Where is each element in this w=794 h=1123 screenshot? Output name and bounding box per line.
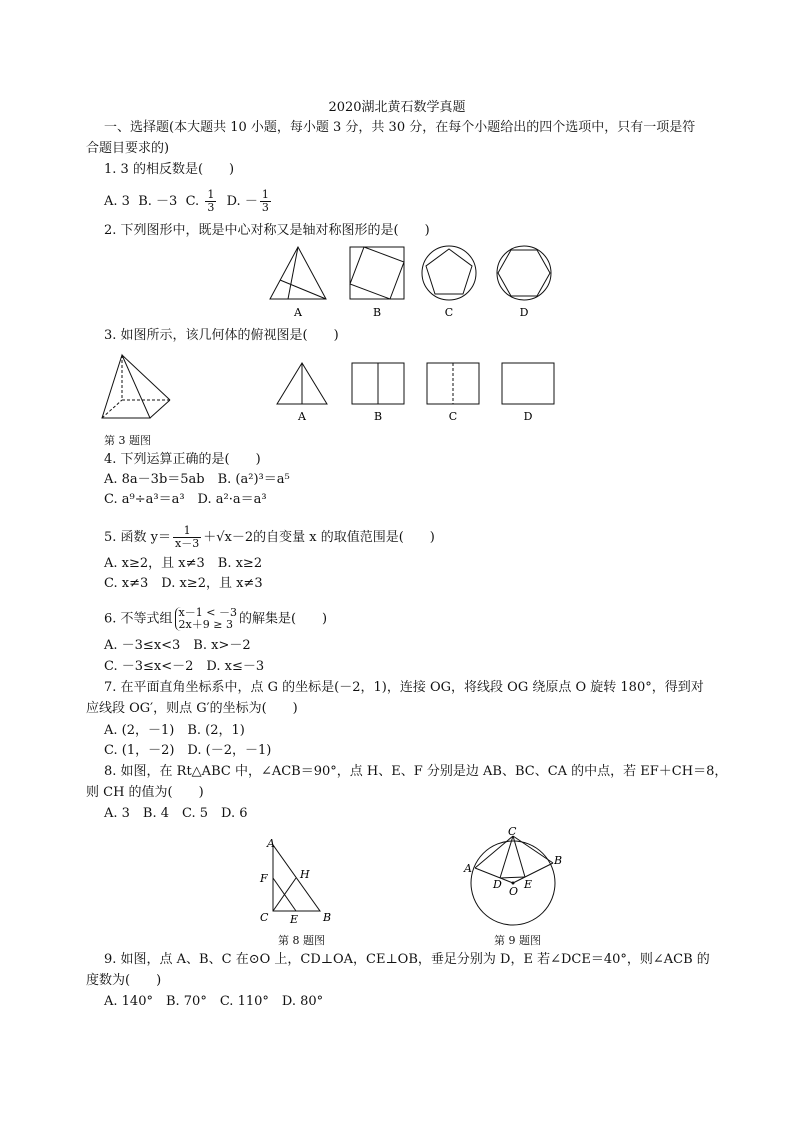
q1-fraction-d: $\frac{1}{3}$ [261, 188, 269, 214]
q9-options: A. 140° B. 70° C. 110° D. 80° [104, 994, 324, 1009]
q2-label-b: B [372, 306, 382, 319]
q8-point-f: F [260, 872, 268, 885]
q8-triangle-figure [256, 835, 346, 930]
q6-prefix: 6. 不等式组 [104, 611, 173, 627]
q3-label-d: D [523, 410, 533, 423]
q1-opt-a: A. 3 [104, 194, 130, 209]
q2-figure-d [497, 246, 551, 300]
q8-stem-2: 则 CH 的值为( ) [86, 785, 204, 800]
q2-label-c: C [444, 306, 454, 319]
q8-point-c: C [260, 911, 269, 924]
q9-stem-2: 度数为( ) [86, 973, 162, 988]
q9-point-a: A [464, 862, 472, 875]
q8-point-a: A [267, 837, 275, 850]
q9-stem-1: 9. 如图，点 A、B、C 在⊙O 上，CD⊥OA，CE⊥OB，垂足分别为 D，E 若∠DCE＝40°，则∠ACB 的 [104, 952, 710, 967]
q8-point-b: B [323, 911, 332, 924]
q2-label-d: D [519, 306, 529, 319]
q6-stem [104, 607, 327, 631]
q3-label-a: A [298, 410, 306, 423]
q2-figure-c [422, 246, 476, 300]
q5-options-2: C. x≠3 D. x≥2，且 x≠3 [104, 576, 263, 591]
page-title: 2020湖北黄石数学真题 [328, 100, 466, 115]
q9-point-b: B [554, 854, 563, 867]
q2-figures [260, 244, 560, 324]
q7-stem-2: 应线段 OG′，则点 G′的坐标为( ) [86, 701, 298, 716]
q1-fraction-c: $\frac{1}{3}$ [207, 188, 215, 214]
q6-options-2: C. －3≤x<－2 D. x≤－3 [104, 659, 265, 674]
q9-point-o: O [509, 885, 519, 898]
q2-stem: 2. 下列图形中，既是中心对称又是轴对称图形的是( ) [104, 223, 430, 238]
q1-opt-d: D. － [226, 194, 258, 209]
q4-options-1: A. 8a－3b＝5ab B. (a²)³＝a⁵ [104, 472, 290, 487]
q7-options-2: C. (1，－2) D. (－2，－1) [104, 743, 272, 758]
section-heading: 一、选择题(本大题共 10 小题，每小题 3 分，共 30 分，在每个小题给出的四个选项中，只有一项是符 [104, 120, 696, 135]
q6-options-1: A. －3≤x<3 B. x>－2 [104, 638, 251, 653]
q5-prefix: 5. 函数 y＝ [104, 530, 172, 545]
q8-options: A. 3 B. 4 C. 5 D. 6 [104, 806, 248, 821]
q4-stem: 4. 下列运算正确的是( ) [104, 452, 261, 467]
q8-point-e: E [290, 913, 299, 926]
q3-label-b: B [373, 410, 383, 423]
q9-point-d: D [493, 878, 502, 891]
q3-options [272, 360, 562, 424]
q6-inequality-system: x－1 < －3 2x＋9 ≥ 3 [175, 607, 237, 631]
q5-options-1: A. x≥2，且 x≠3 B. x≥2 [104, 556, 263, 571]
section-heading-cont: 合题目要求的) [86, 141, 170, 156]
q3-caption: 第 3 题图 [104, 434, 151, 447]
q8-point-h: H [300, 868, 310, 881]
q9-caption: 第 9 题图 [494, 934, 541, 947]
q1-opt-c: C. [185, 194, 200, 209]
q6-suffix: 的解集是( ) [238, 611, 328, 627]
q9-point-e: E [524, 878, 533, 891]
q1-stem: 1. 3 的相反数是( ) [104, 162, 235, 177]
q5-stem [104, 525, 435, 550]
q5-suffix: 的自变量 x 的取值范围是( ) [253, 530, 435, 545]
q3-solid-figure [98, 352, 178, 424]
q8-stem-1: 8. 如图，在 Rt△ABC 中，∠ACB＝90°，点 H、E、F 分别是边 AB、BC、CA 的中点，若 EF＋CH＝8， [104, 764, 728, 779]
q8-caption: 第 8 题图 [278, 934, 325, 947]
q3-label-c: C [448, 410, 458, 423]
q1-options [104, 189, 273, 214]
q4-options-2: C. a⁹÷a³＝a³ D. a²·a＝a³ [104, 492, 267, 507]
q1-opt-b: B. －3 [138, 194, 178, 209]
q9-circle-figure [460, 826, 570, 928]
q7-stem-1: 7. 在平面直角坐标系中，点 G 的坐标是(－2，1)，连接 OG，将线段 OG 绕原点 O 旋转 180°，得到对 [104, 680, 704, 695]
q9-point-c: C [508, 825, 517, 838]
q5-fraction: $\frac{1}{x-3}$ [175, 524, 200, 550]
q5-sqrt: ＋√x－2 [203, 530, 254, 545]
q3-stem: 3. 如图所示，该几何体的俯视图是( ) [104, 328, 339, 343]
q7-options-1: A. (2，－1) B. (2，1) [104, 723, 245, 738]
q2-figure-b [350, 247, 404, 299]
q2-label-a: A [294, 306, 302, 319]
q2-figure-a [270, 247, 326, 299]
